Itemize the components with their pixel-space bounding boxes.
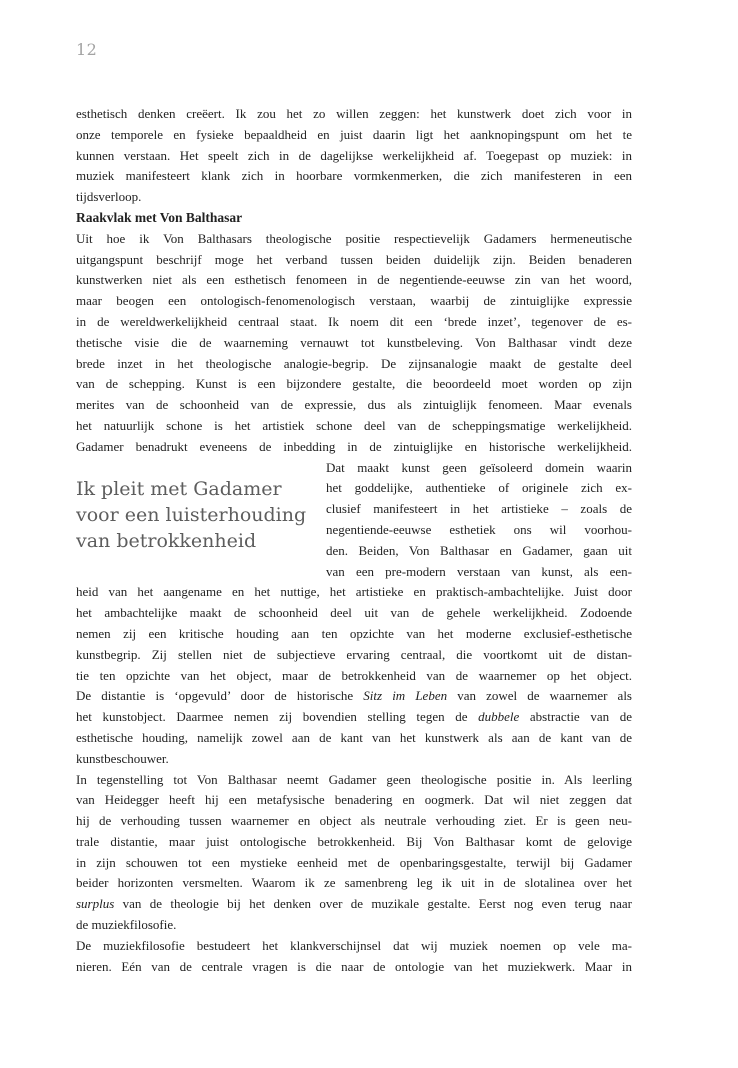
text-line: kunstbeschouwer. [76, 750, 169, 766]
text-line [76, 686, 632, 707]
italic-term: dubbele [478, 709, 520, 725]
text-line: clusief manifesteert in het artistieke – zoals de [326, 501, 632, 517]
text-line: merites van de schoonheid van de expressie, dus als zintuiglijk fenomeen. Maar evenals [76, 397, 632, 413]
text-line: van Heidegger heeft hij een metafysische benadering en oogmerk. Dat wil niet zeggen dat [76, 792, 632, 808]
text-run: het kunstobject. Daarmee nemen zij bovendien stelling tegen de [76, 709, 479, 725]
text-line [76, 707, 632, 728]
text-line: maar beogen een ontologisch-fenomenologisch verstaan, waarbij de zintuiglijke expressie [76, 293, 632, 309]
text-line: het ambachtelijke maakt de schoonheid deel uit van de gehele werkelijkheid. Zodoende [76, 605, 632, 621]
text-line: de muziekfilosofie. [76, 917, 177, 933]
section2-paragraph [76, 582, 632, 769]
body-text [76, 104, 632, 977]
text-line: thetische visie die de waarneming vernauwt tot kunstbeleving. Von Balthasar vindt deze [76, 334, 632, 350]
text-line: hij de verhouding tussen waarnemer en object als neutrale verhouding ziet. Er is geen neu- [76, 813, 632, 829]
text-line: den. Beiden, Von Balthasar en Gadamer, gaan uit [326, 542, 632, 558]
text-line: kunstbegrip. Zij stellen niet de subjectieve ervaring centraal, die voortkomt uit de distan- [76, 646, 632, 662]
text-line: heid van het aangename en het nuttige, het artistieke en praktisch-ambachtelijke. Juist door [76, 584, 632, 600]
pull-quote-line: Ik pleit met Gadamer [76, 477, 282, 500]
text-run: van zowel de waarnemer als [447, 688, 632, 704]
text-line [76, 894, 632, 915]
text-run: van de theologie bij het denken over de muzikale gestalte. Eerst nog even terug naar [114, 896, 632, 912]
text-run: abstractie van de [519, 709, 632, 725]
section3-paragraph [76, 770, 632, 936]
section1-paragraph [76, 229, 632, 458]
text-line: muziek manifesteert klank zich in hoorbare vormkenmerken, die zich manifesteren in een [76, 168, 632, 184]
pull-quote [76, 476, 312, 554]
text-line: kunstwerken niet als een esthetisch fenomeen in de negentiende-eeuwse zin van het woord, [76, 272, 632, 288]
text-line: in zijn schouwen tot een mystieke eenheid met de openbaringsgestalte, terwijl bij Gadamer [76, 854, 632, 870]
text-line: nemen zij een kritische houding aan ten opzichte van het moderne exclusief-esthetische [76, 625, 632, 641]
page-number: 12 [76, 40, 98, 59]
text-line: nieren. Eén van de centrale vragen is die naar de ontologie van het muziekwerk. Maar in [76, 958, 632, 974]
section-heading: Raakvlak met Von Balthasar [76, 209, 243, 225]
text-line: De muziekfilosofie bestudeert het klankverschijnsel dat wij muziek noemen op vele ma- [76, 937, 632, 953]
text-line: uitgangspunt beschrijf moge het verband tussen beiden duidelijk zijn. Beiden benaderen [76, 251, 632, 267]
text-line: het natuurlijk schone is het artistiek schone deel van de scheppingsmatige werkelijkheid. [76, 417, 632, 433]
text-line: In tegenstelling tot Von Balthasar neemt Gadamer geen theologische positie in. Als leerling [76, 771, 632, 787]
text-line: onze temporele en fysieke bepaaldheid en juist daarin ligt het aanknopingspunt om het te [76, 126, 632, 142]
text-line: negentiende-eeuwse esthetiek ons wil voorhou- [326, 521, 632, 537]
text-line: brede inzet in het theologische analogie-begrip. De zijnsanalogie maakt de gestalte deel [76, 355, 632, 371]
text-line: kunnen verstaan. Het speelt zich in de dagelijkse werkelijkheid af. Toegepast op muziek: in [76, 147, 632, 163]
text-line: van de schepping. Kunst is een bijzondere gestalte, die beoordeeld moet worden op zijn [76, 376, 632, 392]
text-line: trale distantie, maar juist ontologische betrokkenheid. Bij Von Balthasar komt de gelovige [76, 833, 632, 849]
text-line: beider horizonten versmelten. Waarom ik ze samenbreng leg ik uit in de slotalinea over het [76, 875, 632, 891]
text-line: tie ten opzichte van het object, maar de betrokkenheid van de waarnemer op het object. [76, 667, 632, 683]
text-line: esthetisch denken creëert. Ik zou het zo willen zeggen: het kunstwerk doet zich voor in [76, 106, 632, 121]
text-line: van een pre-modern verstaan van kunst, als een- [326, 563, 632, 579]
pull-quote-line: voor een luisterhouding [76, 503, 307, 526]
italic-term: Sitz im Leben [363, 688, 448, 704]
intro-paragraph [76, 104, 632, 208]
text-line: Uit hoe ik Von Balthasars theologische positie respectievelijk Gadamers hermeneutische [76, 230, 632, 246]
text-run: De distantie is ‘opgevuld’ door de historische [76, 688, 364, 704]
text-line: Gadamer benadrukt eveneens de inbedding in de zintuiglijke en historische werkelijkheid. [76, 438, 632, 454]
section4-paragraph [76, 936, 632, 978]
text-line: in de wereldwerkelijkheid centraal staat. Ik noem dit een ‘brede inzet’, tegenover de es- [76, 313, 632, 329]
text-line: Dat maakt kunst geen geïsoleerd domein waarin [326, 459, 632, 475]
text-line: esthetische houding, namelijk zowel aan de kant van het kunstwerk als aan de kant van de [76, 729, 632, 745]
text-line: tijdsverloop. [76, 189, 142, 205]
italic-term: surplus [76, 896, 115, 912]
wrapped-text [326, 458, 632, 583]
text-line: het goddelijke, authentieke of originele zich ex- [326, 480, 632, 496]
pull-quote-line: van betrokkenheid [76, 529, 257, 552]
